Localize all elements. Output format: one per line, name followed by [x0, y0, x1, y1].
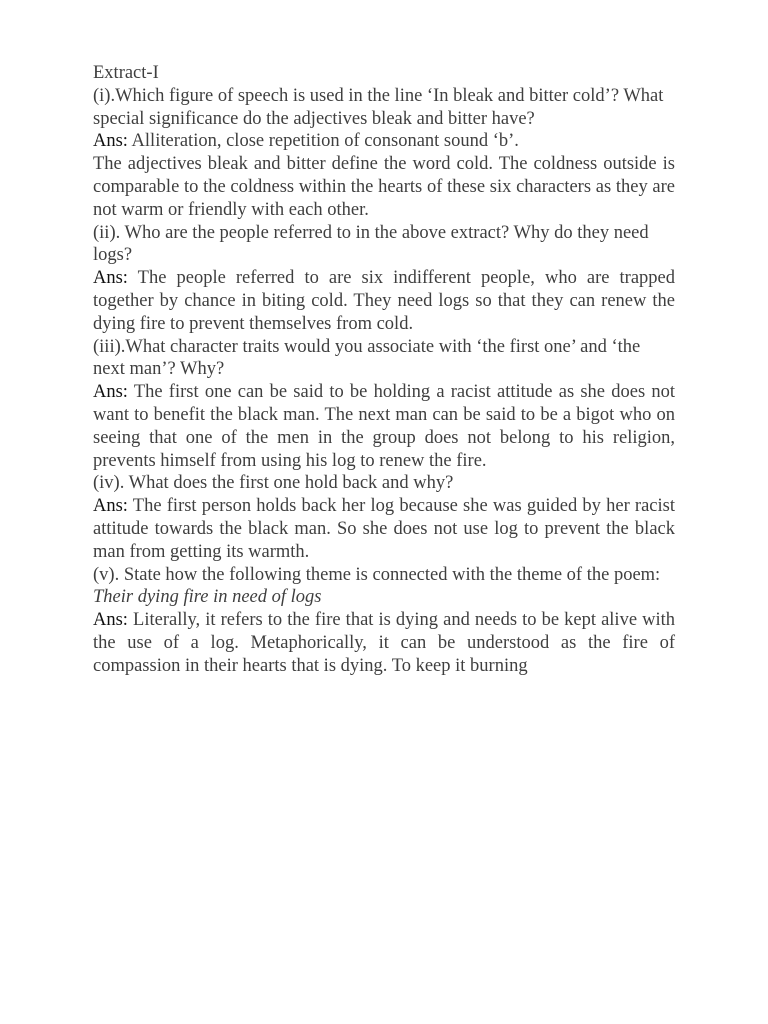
answer-3-label: Ans:: [93, 382, 128, 403]
answer-5-text: Literally, it refers to the fire that is dying and needs to be kept alive with the use of a log. Metaphorically, it can be understood as the fire of compassion in their hearts that is dying. To keep it burning: [93, 610, 675, 676]
question-5-text: (v). State how the following theme is connected with the theme of the poem:: [93, 564, 661, 585]
answer-2: [93, 267, 675, 335]
answer-2-label: Ans:: [93, 268, 128, 289]
answer-1-label: Ans:: [93, 131, 128, 152]
question-2: (ii). Who are the people referred to in the above extract? Why do they need logs?: [93, 222, 649, 266]
question-3: (iii).What character traits would you associate with ‘the first one’ and ‘the next man’? Why?: [93, 336, 641, 380]
question-5-theme: Their dying fire in need of logs: [93, 587, 322, 608]
extract-title: Extract-I: [93, 63, 159, 83]
answer-3-text: The first one can be said to be holding a racist attitude as she does not want to benefit the black man. The next man can be said to be a bigot who on seeing that one of the men in the group does not belong to his religion, prevents himself from using his log to renew the fire.: [93, 382, 675, 471]
question-5: [93, 564, 675, 610]
answer-5: [93, 609, 675, 677]
answer-1-continued: The adjectives bleak and bitter define the word cold. The coldness outside is comparable to the coldness within the hearts of these six characters as they are not warm or friendly with each other.: [93, 154, 675, 220]
question-1: (i).Which figure of speech is used in the line ‘In bleak and bitter cold’? What special significance do the adjectives bleak and bitter have?: [93, 85, 664, 129]
answer-1: [93, 130, 675, 153]
document-page: [93, 62, 675, 678]
answer-2-text: The people referred to are six indifferent people, who are trapped together by chance in biting cold. They need logs so that they can renew the dying fire to prevent themselves from cold.: [93, 268, 675, 334]
answer-1-text: Alliteration, close repetition of consonant sound ‘b’.: [127, 131, 519, 152]
answer-5-label: Ans:: [93, 610, 128, 631]
answer-4-label: Ans:: [93, 496, 128, 517]
answer-4-text: The first person holds back her log because she was guided by her racist attitude towards the black man. So she does not use log to prevent the black man from getting its warmth.: [93, 496, 675, 562]
answer-3: [93, 381, 675, 472]
question-4: (iv). What does the first one hold back and why?: [93, 473, 454, 494]
answer-4: [93, 495, 675, 563]
